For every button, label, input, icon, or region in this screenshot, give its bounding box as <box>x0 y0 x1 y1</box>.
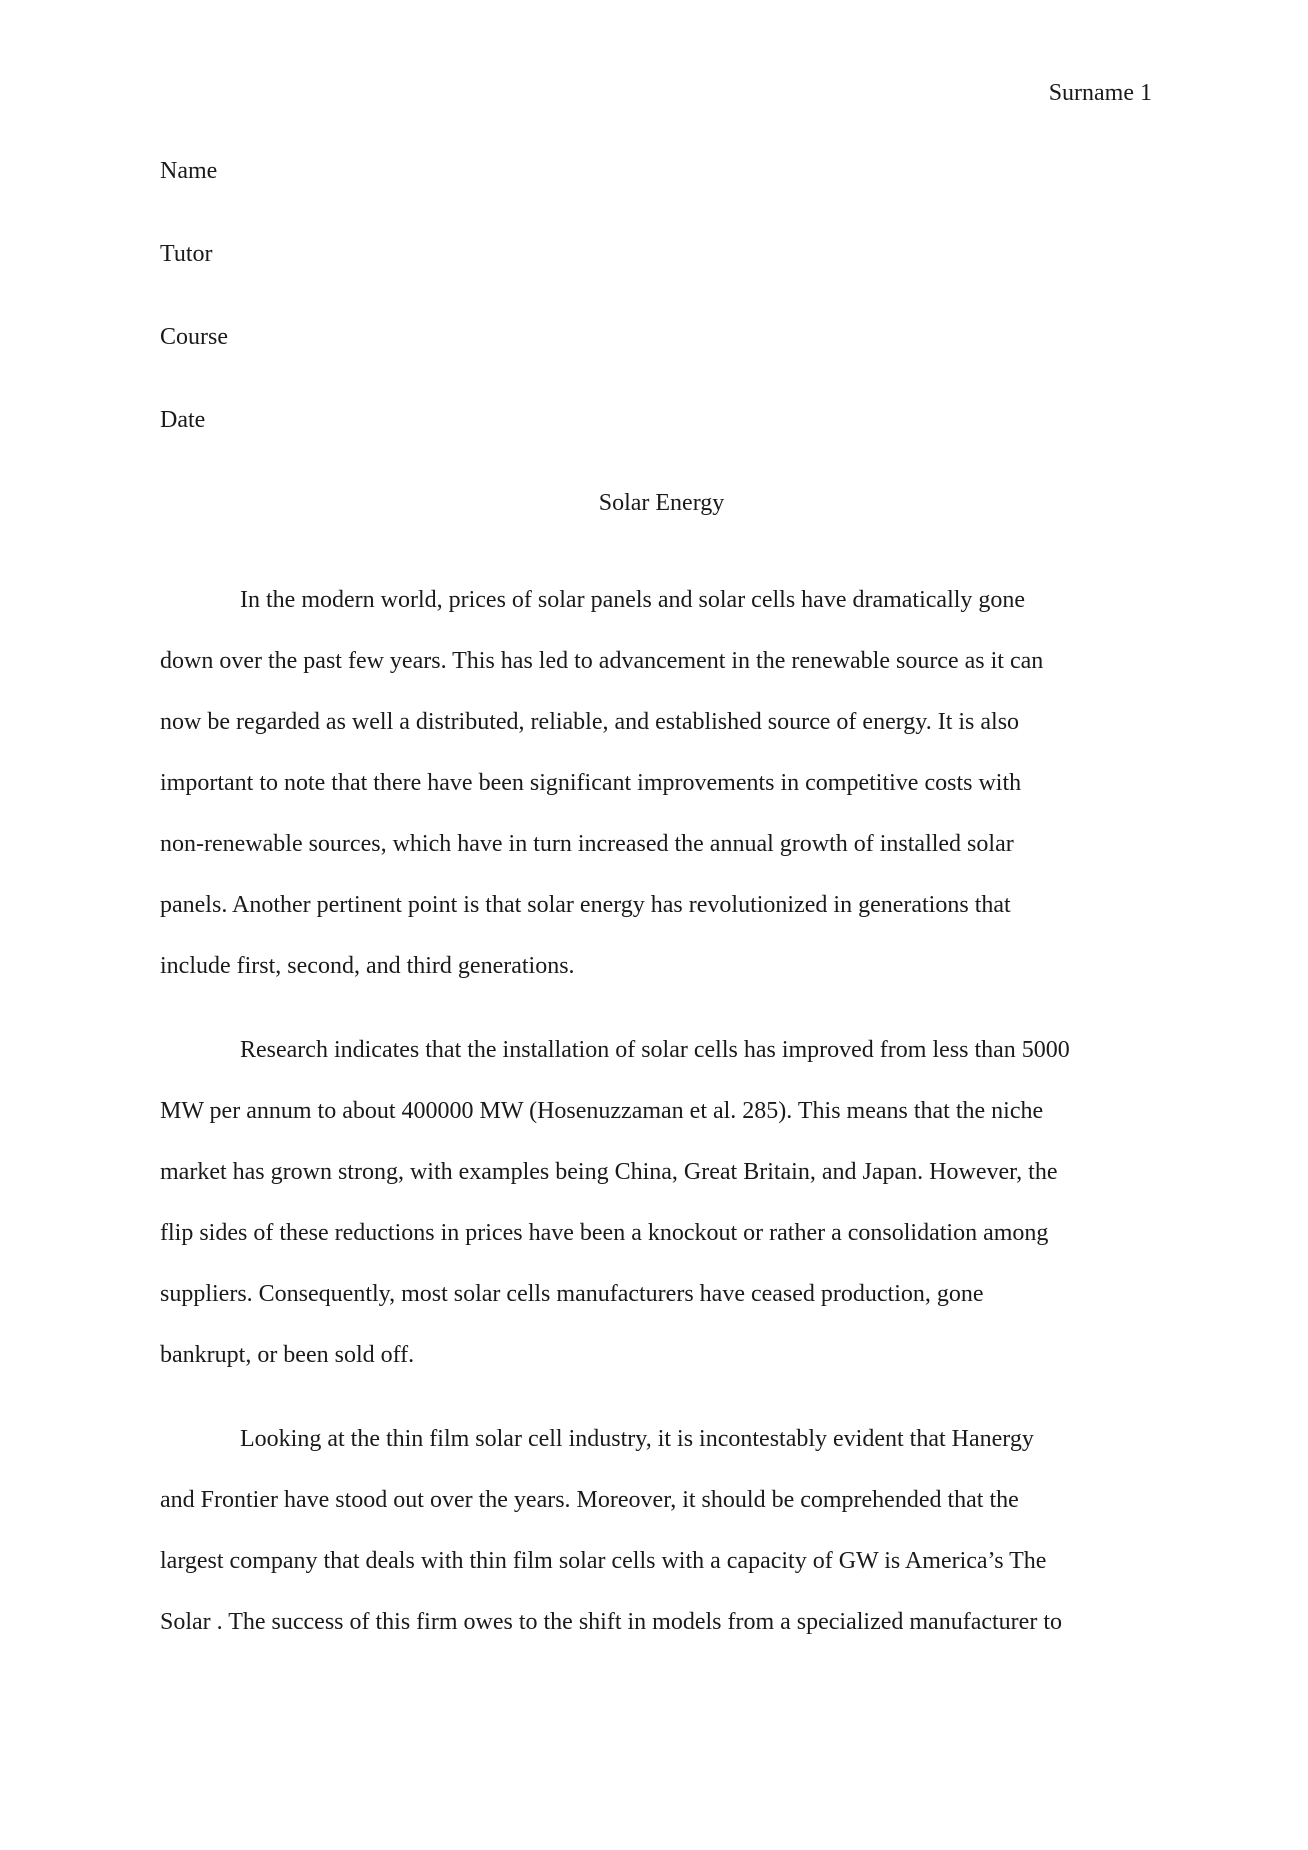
paragraph-line: panels. Another pertinent point is that solar energy has revolutionized in generations that <box>160 892 1011 918</box>
paragraph-line: bankrupt, or been sold off. <box>160 1342 415 1368</box>
paragraph-line: and Frontier have stood out over the years. Moreover, it should be comprehended that the <box>160 1487 1019 1513</box>
paragraph-line: down over the past few years. This has led to advancement in the renewable source as it can <box>160 648 1044 674</box>
paragraph-line: Solar . The success of this firm owes to the shift in models from a specialized manufacturer to <box>160 1609 1062 1635</box>
paragraph-line: largest company that deals with thin film solar cells with a capacity of GW is America’s The <box>160 1548 1047 1574</box>
paragraph-2 <box>160 1020 1163 1386</box>
paragraph-line: suppliers. Consequently, most solar cells manufacturers have ceased production, gone <box>160 1281 984 1307</box>
paragraph-line: non-renewable sources, which have in turn increased the annual growth of installed solar <box>160 831 1014 857</box>
paragraph-1 <box>160 570 1163 997</box>
paragraph-line: Looking at the thin film solar cell industry, it is incontestably evident that Hanergy <box>240 1426 1034 1452</box>
paragraph-3 <box>160 1409 1163 1653</box>
paragraph-line: In the modern world, prices of solar panels and solar cells have dramatically gone <box>240 587 1026 613</box>
paragraph-line: important to note that there have been significant improvements in competitive costs with <box>160 770 1022 796</box>
running-head: Surname 1 <box>1048 80 1152 106</box>
essay-title: Solar Energy <box>598 490 725 516</box>
date-line: Date <box>160 407 206 433</box>
paragraph-line: market has grown strong, with examples being China, Great Britain, and Japan. However, the <box>160 1159 1058 1185</box>
course-name: Course <box>160 324 228 350</box>
paragraph-line: flip sides of these reductions in prices have been a knockout or rather a consolidation among <box>160 1220 1049 1246</box>
paragraph-line: MW per annum to about 400000 MW (Hosenuzzaman et al. 285). This means that the niche <box>160 1098 1044 1124</box>
tutor-name: Tutor <box>160 241 213 267</box>
paragraph-line: Research indicates that the installation of solar cells has improved from less than 5000 <box>240 1037 1070 1063</box>
paragraph-line: now be regarded as well a distributed, reliable, and established source of energy. It is also <box>160 709 1020 735</box>
paragraph-line: include first, second, and third generations. <box>160 953 575 979</box>
document-body <box>160 156 1163 1676</box>
student-name: Name <box>160 158 218 184</box>
